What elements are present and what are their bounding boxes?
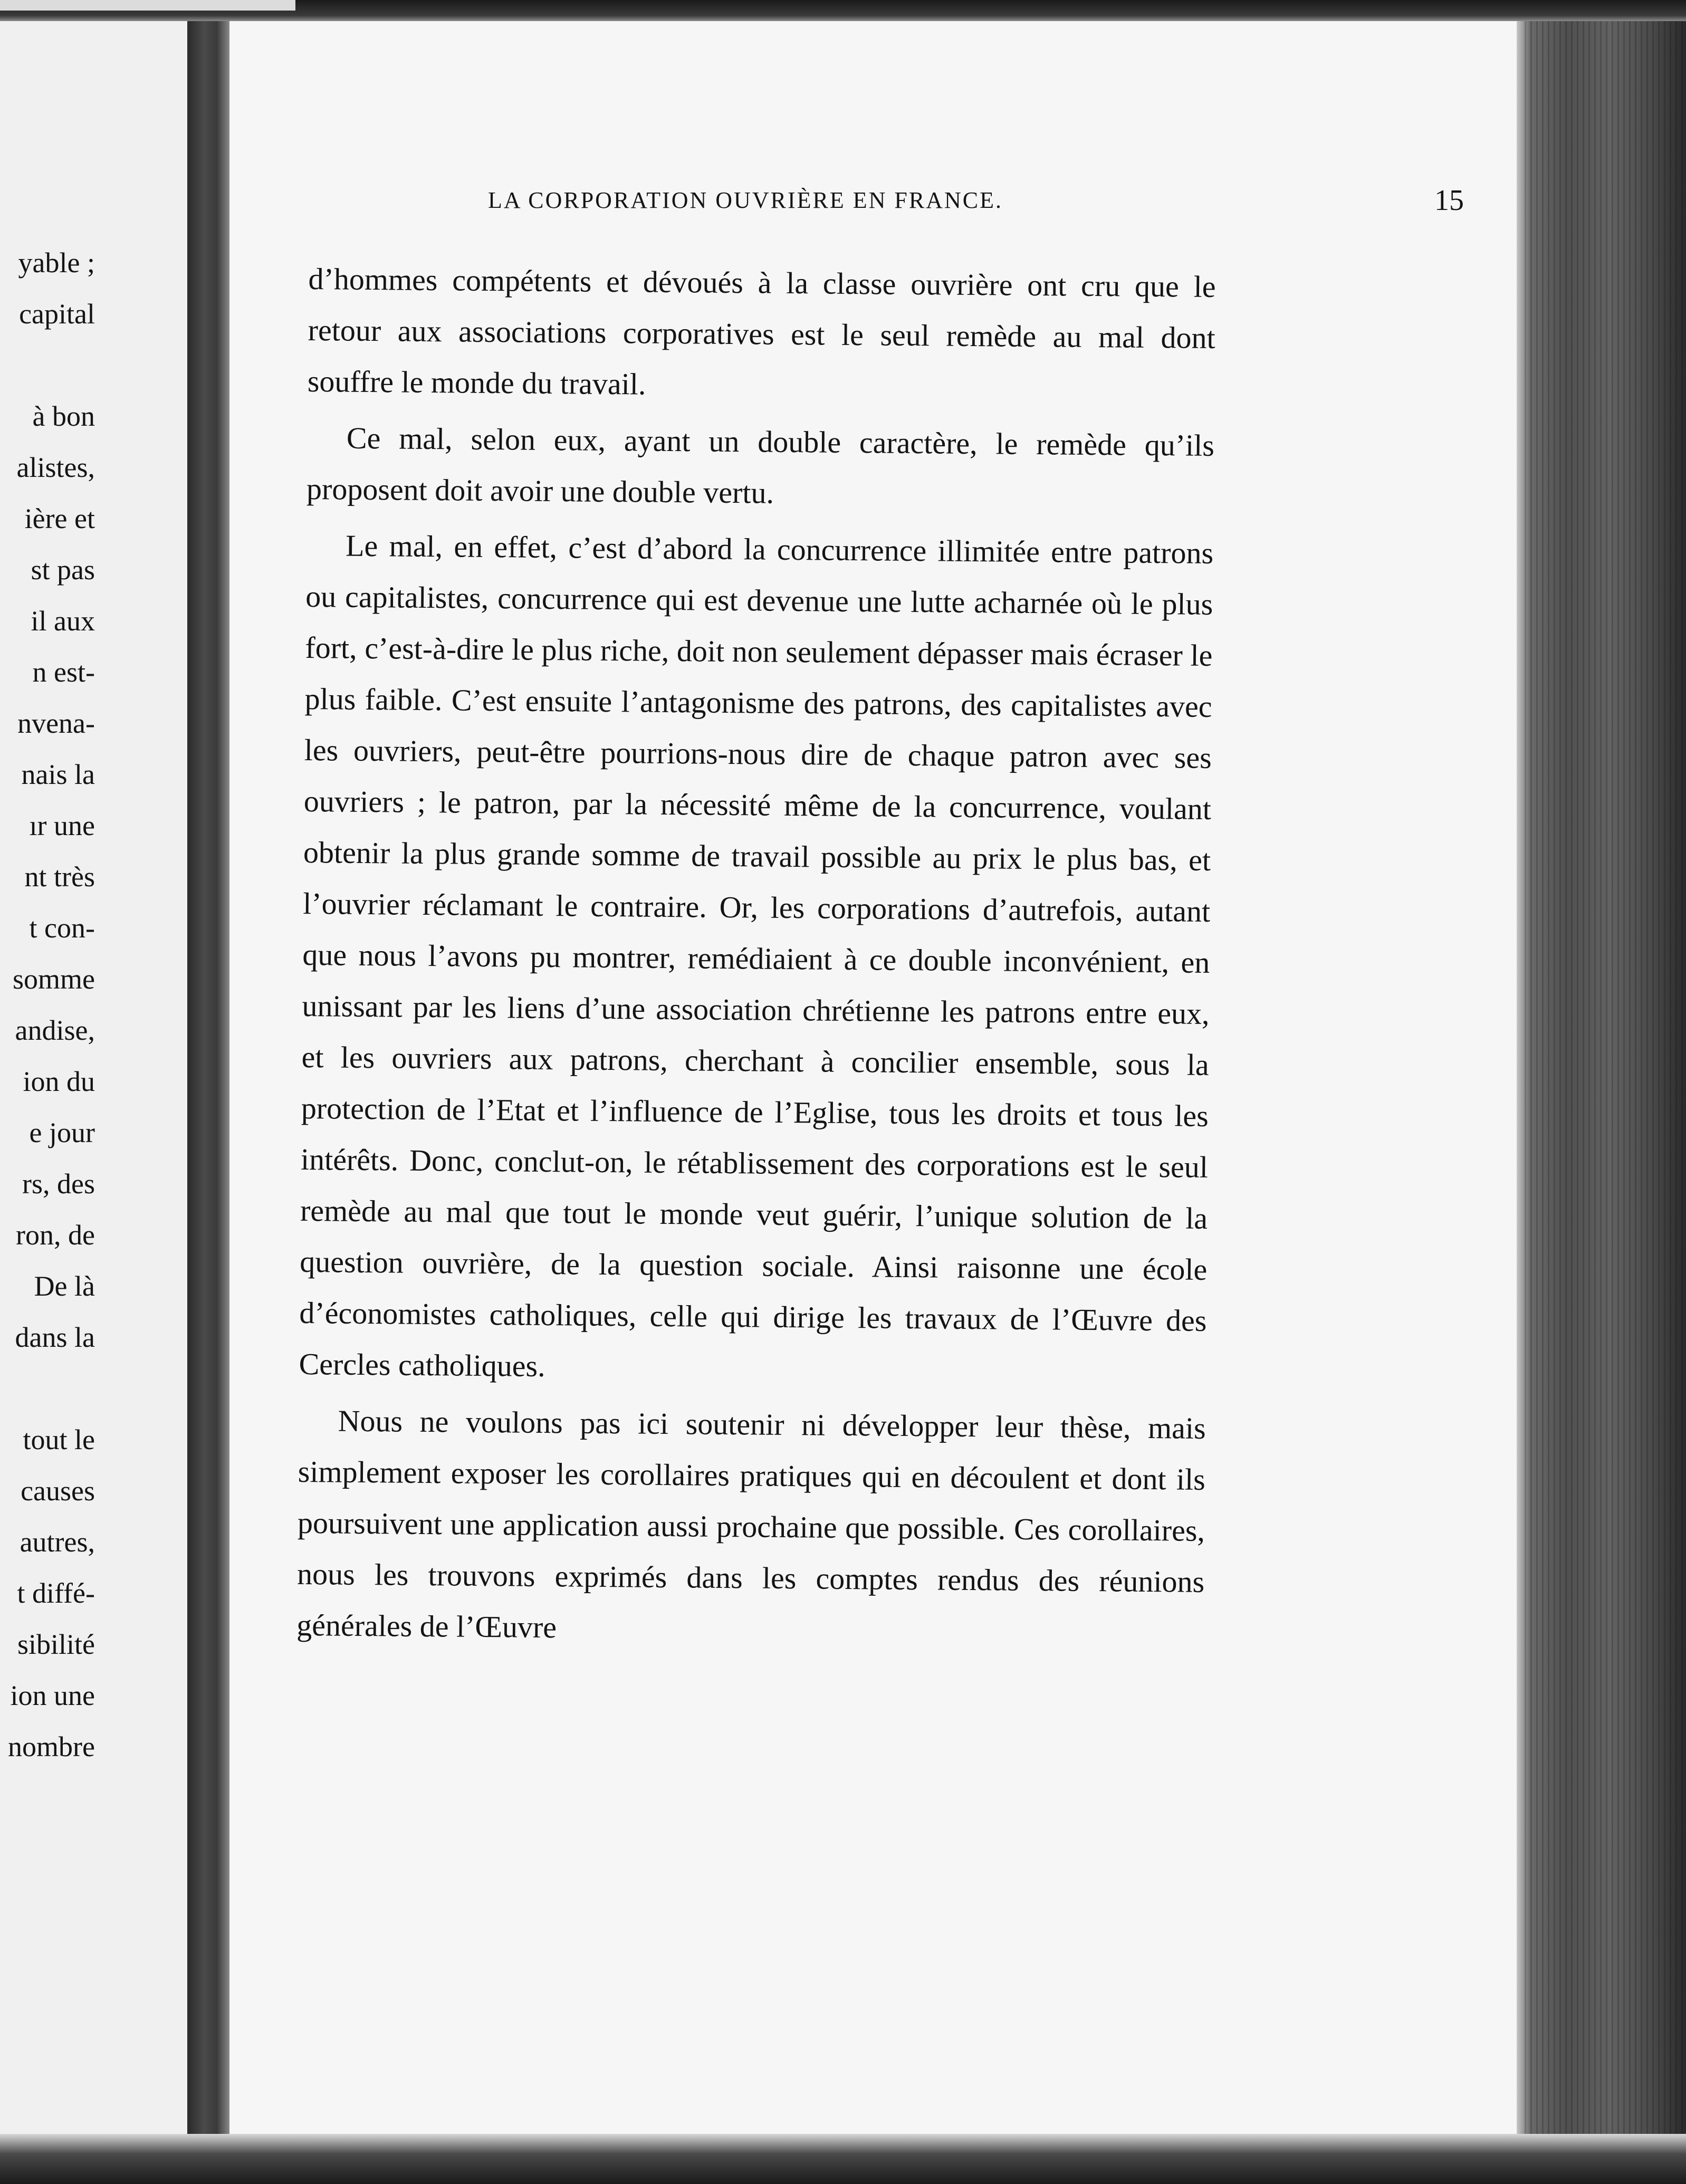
- previous-page-line: ır une: [29, 810, 95, 841]
- running-head: [488, 179, 1464, 222]
- fore-edge-page-lines: [1525, 21, 1683, 2137]
- previous-page-line: rs, des: [22, 1168, 95, 1200]
- previous-page-line: sibilité: [17, 1629, 95, 1660]
- paragraph-4: Nous ne voulons pas ici soutenir ni développer leur thèse, mais simplement exposer les corollaires pratiques qui en découlent et dont ils poursuivent une application aussi prochaine que possible. Ces corollaires, nous les trouvons exprimés dans les comptes rendus des réunions générales de l’Œuvre: [296, 1403, 1206, 1645]
- book-gutter: [187, 21, 229, 2137]
- previous-page-line: De là: [34, 1270, 95, 1302]
- previous-page-line: t con-: [29, 912, 95, 944]
- previous-page-line: dans la: [15, 1321, 95, 1353]
- previous-page-line: t diffé-: [17, 1577, 95, 1609]
- previous-page-line: n est-: [32, 656, 95, 688]
- body-text: [296, 253, 1216, 1664]
- previous-page-line: ière et: [24, 503, 95, 534]
- paragraph-3: Le mal, en effet, c’est d’abord la concurrence illimitée entre patrons ou capitalistes, concurrence qui est devenue une lutte acharnée où le plus fort, c’est-à-dire le plus riche, doit non seulement dépasser mais écraser le plus faible. C’est ensuite l’antagonisme des patrons, des capitalistes avec les ouvriers, peut-être pourrions-nous dire de chaque patron avec ses ouvriers ; le patron, par la nécessité même de la concurrence, voulant obtenir la plus grande somme de travail possible au prix le plus bas, et l’ouvrier réclamant le contraire. Or, les corporations d’autrefois, autant que nous l’avons pu montrer, remédiaient à ce double inconvénient, en unissant par les liens d’une association chrétienne les patrons entre eux, et les ouvriers aux patrons, cherchant à concilier ensemble, sous la protection de l’Etat et l’influence de l’Eglise, tous les droits et tous les intérêts. Donc, conclut-on, le rétablissement des corporations est le seul remède au mal que tout le monde veut guérir, l’unique solution de la question ouvrière, de la question sociale. Ainsi raisonne une école d’économistes catholiques, celle qui dirige les travaux de l’Œuvre des Cercles catholiques.: [299, 528, 1214, 1383]
- previous-page-line: à bon: [32, 400, 95, 432]
- previous-page-line: causes: [21, 1475, 95, 1507]
- previous-page-fragment: [0, 21, 187, 2137]
- page-number: 15: [1434, 184, 1464, 217]
- previous-page-line: yable ;: [18, 247, 95, 279]
- previous-page-line: somme: [13, 963, 95, 995]
- previous-page-line: il aux: [31, 605, 95, 637]
- previous-page-line: nvena-: [17, 707, 95, 739]
- previous-page-line: capital: [19, 298, 95, 330]
- book-page: [229, 21, 1517, 2137]
- previous-page-line: [0, 340, 95, 391]
- film-border-bottom: [0, 2134, 1686, 2184]
- previous-page-line: [0, 1363, 95, 1414]
- previous-page-line: autres,: [20, 1526, 95, 1558]
- paragraph-1: d’hommes compétents et dévoués à la classe ouvrière ont cru que le retour aux associations corporatives est le seul remède au mal dont souffre le monde du travail.: [307, 261, 1216, 401]
- film-border-top-highlight: [0, 0, 295, 11]
- previous-page-line: nais la: [21, 759, 95, 790]
- previous-page-line: st pas: [31, 554, 95, 586]
- running-title: LA CORPORATION OUVRIÈRE EN FRANCE.: [488, 187, 1003, 213]
- previous-page-line: alistes,: [16, 452, 95, 483]
- previous-page-line: ion du: [23, 1066, 95, 1097]
- previous-page-line-ends: [0, 237, 95, 1773]
- previous-page-line: tout le: [23, 1424, 95, 1455]
- previous-page-line: e jour: [29, 1117, 95, 1148]
- paragraph-2: Ce mal, selon eux, ayant un double caractère, le remède qu’ils proposent doit avoir une double vertu.: [306, 420, 1215, 510]
- previous-page-line: ion une: [10, 1680, 95, 1711]
- previous-page-line: andise,: [15, 1014, 95, 1046]
- previous-page-line: nombre: [8, 1731, 95, 1762]
- previous-page-line: nt très: [24, 861, 95, 893]
- previous-page-line: ron, de: [16, 1219, 95, 1251]
